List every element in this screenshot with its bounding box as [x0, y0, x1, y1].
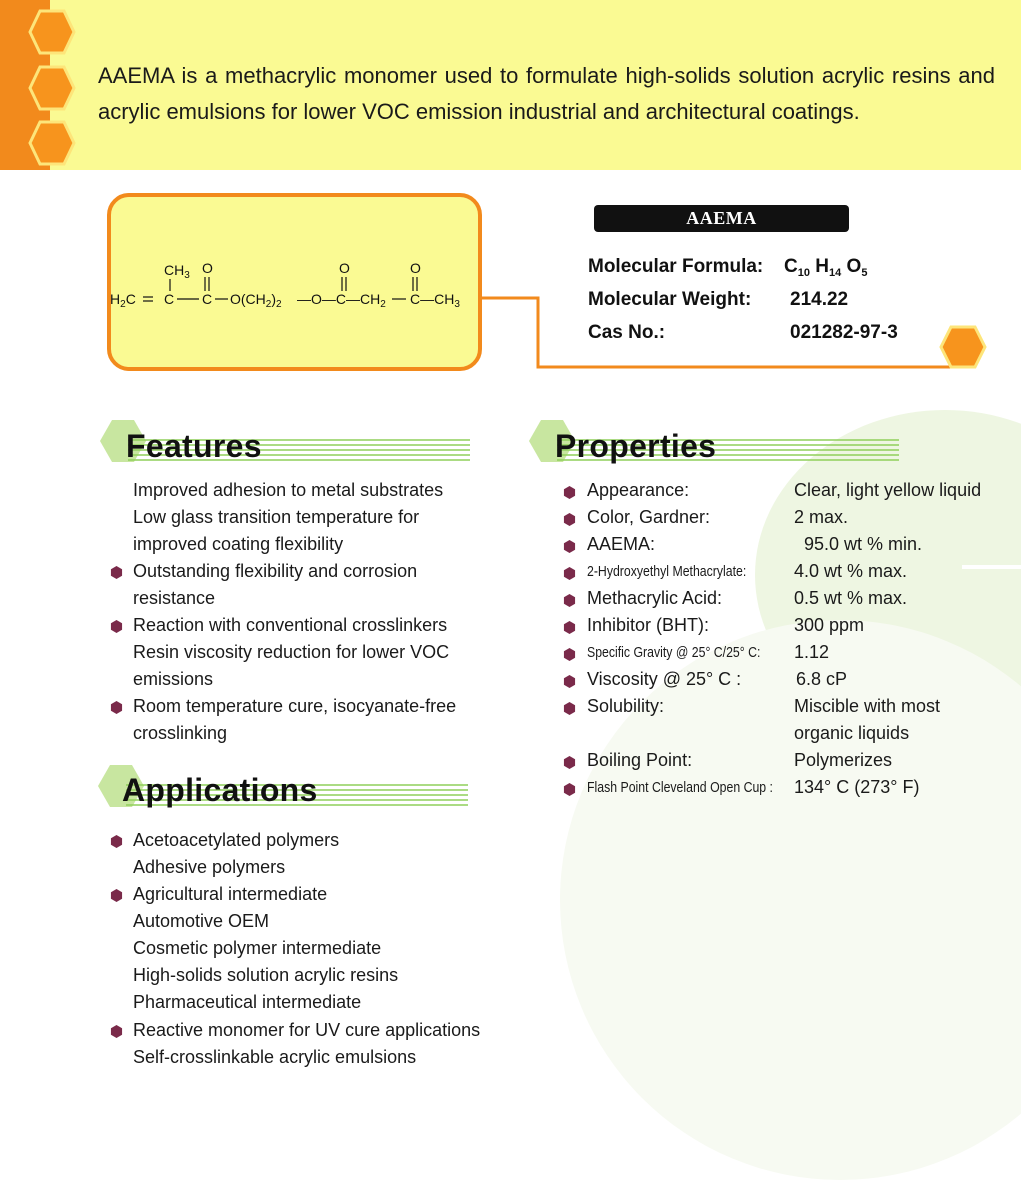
svg-text:O: O: [339, 260, 350, 276]
list-item: Room temperature cure, isocyanate-free: [133, 696, 457, 716]
bullet-icon: [563, 675, 576, 688]
property-value: 95.0 wt % min.: [804, 534, 923, 554]
property-label: 2-Hydroxyethyl Methacrylate:: [587, 563, 747, 580]
bullet-icon: [563, 486, 576, 499]
property-label: Solubility:: [587, 696, 665, 716]
intro-text: AAEMA is a methacrylic monomer used to formulate high-solids solution acrylic resins and acrylic emulsions for lower VOC emission industrial and architectural coatings.: [98, 63, 995, 124]
weight-value: 214.22: [790, 289, 849, 310]
property-value: 4.0 wt % max.: [794, 561, 908, 581]
property-label: Specific Gravity @ 25° C/25° C:: [587, 644, 761, 661]
bullet-icon: [563, 513, 576, 526]
hexagon-icon: [939, 324, 987, 370]
list-item: High-solids solution acrylic resins: [133, 965, 399, 985]
bullet-icon: [110, 566, 123, 579]
svg-text:O: O: [202, 260, 213, 276]
svg-text:—O—C—CH2: $—O—C—CH_2$: [297, 291, 386, 310]
bullet-icon: [110, 835, 123, 848]
bullet-icon: [563, 756, 576, 769]
list-item: Acetoacetylated polymers: [133, 830, 340, 850]
property-value: Polymerizes: [794, 750, 893, 770]
svg-text:CH3: $CH_3$: [164, 262, 190, 281]
list-item: Reaction with conventional crosslinkers: [133, 615, 448, 635]
bullet-icon: [563, 594, 576, 607]
property-value: 6.8 cP: [796, 669, 848, 689]
applications-title: Applications: [122, 772, 318, 808]
list-item: Cosmetic polymer intermediate: [133, 938, 382, 958]
property-value: 1.12: [794, 642, 830, 662]
property-value: 0.5 wt % max.: [794, 588, 908, 608]
properties-title: Properties: [555, 428, 717, 464]
chemical-structure-diagram: [110, 245, 480, 325]
property-value: Miscible with most: [794, 696, 941, 716]
cas-value: 021282-97-3: [790, 322, 898, 343]
bullet-icon: [563, 621, 576, 634]
svg-text:H2C: $H_2C$: [110, 291, 136, 310]
list-item: Reactive monomer for UV cure applications: [133, 1020, 481, 1040]
svg-text:O: O: [410, 260, 421, 276]
features-title: Features: [126, 428, 262, 464]
property-label: Methacrylic Acid:: [587, 588, 723, 608]
property-label: Viscosity @ 25° C :: [587, 669, 742, 689]
property-label: AAEMA:: [587, 534, 656, 554]
property-label: Color, Gardner:: [587, 507, 711, 527]
svg-text:C: C: [202, 291, 213, 307]
weight-label: Molecular Weight:: [588, 289, 752, 310]
cas-label: Cas No.:: [588, 322, 666, 343]
list-item: Pharmaceutical intermediate: [133, 992, 362, 1012]
list-item: resistance: [133, 588, 216, 608]
svg-text:C: C: [164, 291, 175, 307]
svg-text:C—CH3: $C—CH_3$: [410, 291, 460, 310]
list-item: Low glass transition temperature for: [133, 507, 420, 527]
bullet-icon: [110, 889, 123, 902]
list-item: crosslinking: [133, 723, 228, 743]
list-item: improved coating flexibility: [133, 534, 344, 554]
property-label: Inhibitor (BHT):: [587, 615, 710, 635]
bullet-icon: [110, 1025, 123, 1038]
property-value: Clear, light yellow liquid: [794, 480, 982, 500]
list-item: emissions: [133, 669, 214, 689]
list-item: Automotive OEM: [133, 911, 270, 931]
property-value: 134° C (273° F): [794, 777, 920, 797]
list-item: Adhesive polymers: [133, 857, 286, 877]
list-item: Agricultural intermediate: [133, 884, 328, 904]
compound-name-label: AAEMA: [594, 205, 849, 232]
bullet-icon: [563, 567, 576, 580]
formula-value: $C_{10}$ $H_{14}$ $O_5$: [784, 256, 868, 279]
bullet-icon: [110, 620, 123, 633]
property-value: 2 max.: [794, 507, 849, 527]
svg-text:O(CH2)2: $O(CH_2)_2$: [230, 291, 282, 310]
list-item: Self-crosslinkable acrylic emulsions: [133, 1047, 417, 1067]
bullet-icon: [563, 783, 576, 796]
property-value: organic liquids: [794, 723, 910, 743]
property-label: Boiling Point:: [587, 750, 693, 770]
bullet-icon: [110, 701, 123, 714]
property-label: Appearance:: [587, 480, 690, 500]
bullet-icon: [563, 648, 576, 661]
property-value: 300 ppm: [794, 615, 865, 635]
list-item: Resin viscosity reduction for lower VOC: [133, 642, 450, 662]
bullet-icon: [563, 540, 576, 553]
formula-label: Molecular Formula:: [588, 256, 764, 277]
property-label: Flash Point Cleveland Open Cup :: [587, 779, 773, 796]
bullet-icon: [563, 702, 576, 715]
list-item: Outstanding flexibility and corrosion: [133, 561, 418, 581]
background-stripe: [962, 565, 1021, 569]
list-item: Improved adhesion to metal substrates: [133, 480, 444, 500]
